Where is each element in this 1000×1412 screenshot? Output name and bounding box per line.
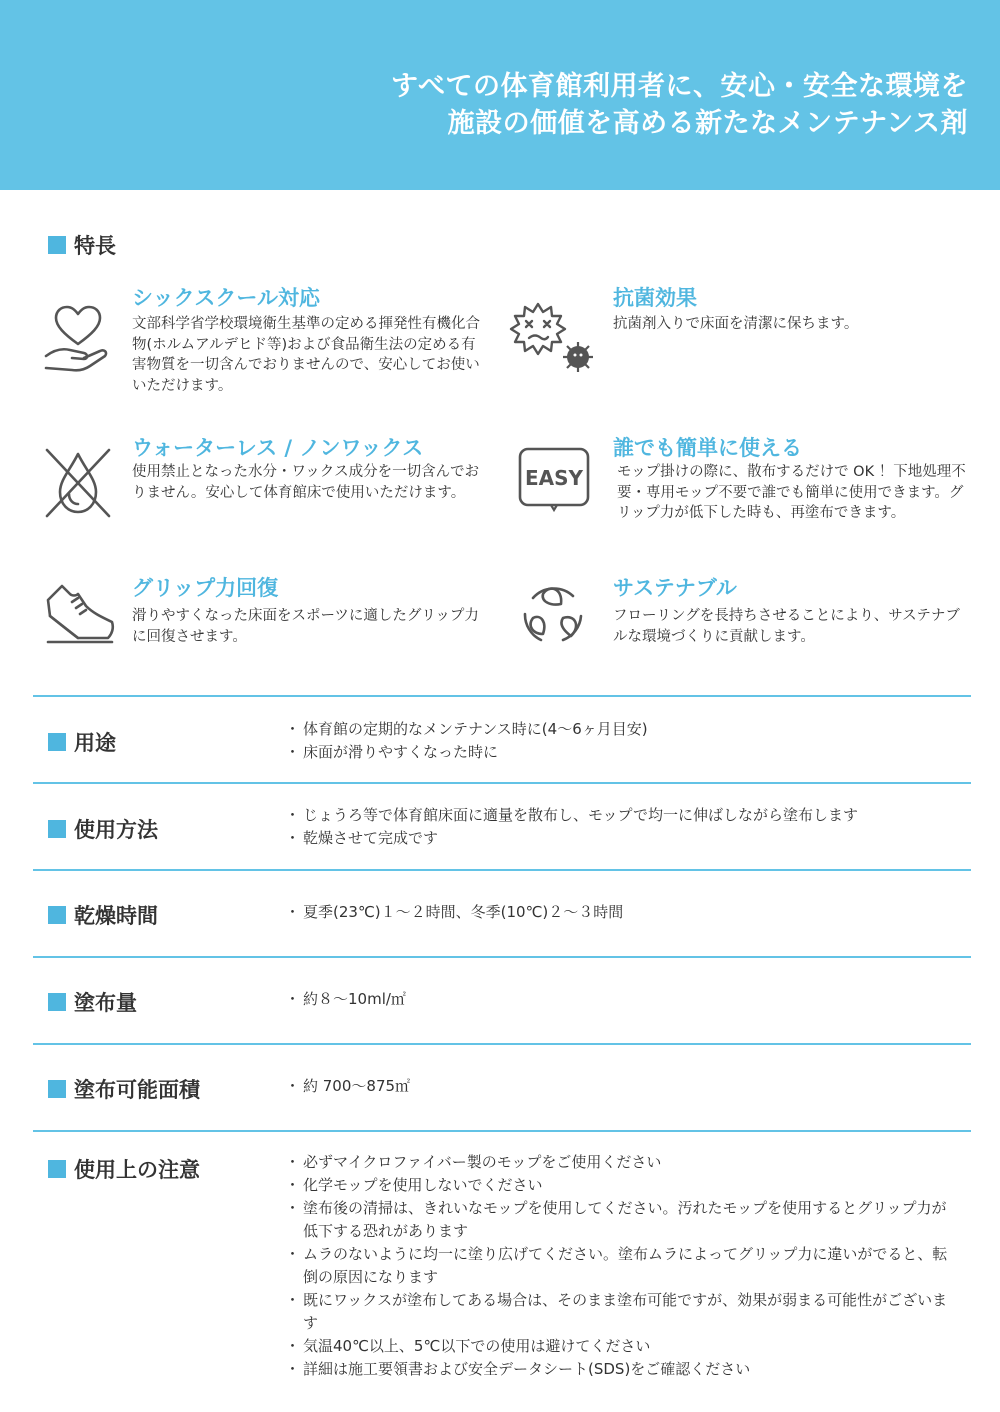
- section-divider: [33, 956, 971, 958]
- feature-description: 文部科学省学校環境衛生基準の定める揮発性有機化合物(ホルムアルデヒド等)および食品衛生法の定める有害物質を一切含んでおりませんので、安心してお使いいただけます。: [132, 316, 480, 394]
- section-divider: [33, 695, 971, 697]
- feature-title: ウォーターレス / ノンワックス: [132, 436, 424, 460]
- list-item: ・ 約８～10ml/㎡: [288, 988, 948, 1011]
- usage-list: [288, 718, 948, 764]
- method-label-text: 使用方法: [74, 818, 158, 842]
- section-square-marker: [48, 906, 66, 924]
- amount-list: [288, 988, 948, 1011]
- section-divider: [33, 1043, 971, 1045]
- list-item: ・ 化学モップを使用しないでください: [288, 1174, 956, 1197]
- method-list: [288, 804, 968, 850]
- area-label-text: 塗布可能面積: [74, 1078, 200, 1102]
- header-banner: [0, 0, 1000, 190]
- section-divider: [33, 782, 971, 784]
- feature-description: 抗菌剤入りで床面を清潔に保ちます。: [613, 316, 859, 332]
- leaves-cycle-icon: [519, 578, 599, 658]
- area-list: [288, 1075, 948, 1098]
- list-item: ・ 体育館の定期的なメンテナンス時に(4～6ヶ月目安): [288, 718, 948, 741]
- list-item: ・ じょうろ等で体育館床面に適量を散布し、モップで均一に伸ばしながら塗布します: [288, 804, 968, 827]
- feature-title: シックスクール対応: [132, 286, 320, 310]
- heart-hand-icon: [42, 298, 122, 378]
- amount-label-text: 塗布量: [74, 991, 137, 1015]
- list-item: ・ 乾燥させて完成です: [288, 827, 968, 850]
- features-section-label: [48, 230, 116, 260]
- section-square-marker: [48, 236, 66, 254]
- usage-section-label: [48, 727, 116, 757]
- feature-description: モップ掛けの際に、散布するだけで OK ！下地処理不要・専用モップ不要で誰でも簡単に使用できます。グリップ力が低下した時も、再塗布できます。: [617, 464, 966, 521]
- area-section-label: [48, 1074, 200, 1104]
- feature-title: 抗菌効果: [613, 286, 697, 310]
- list-item: ・ 約 700～875㎡: [288, 1075, 948, 1098]
- section-square-marker: [48, 820, 66, 838]
- drying-list: [288, 901, 948, 924]
- list-item: ・ 床面が滑りやすくなった時に: [288, 741, 948, 764]
- usage-label-text: 用途: [74, 731, 116, 755]
- list-item: ・ 夏季(23℃)１～２時間、冬季(10℃)２～３時間: [288, 901, 948, 924]
- feature-sick-school: [40, 286, 490, 400]
- header-line-1: すべての体育館利用者に、安心・安全な環境を: [391, 71, 968, 102]
- cautions-label-text: 使用上の注意: [74, 1158, 200, 1182]
- list-item: ・ 塗布後の清掃は、きれいなモップを使用してください。汚れたモップを使用するとグリップ力が低下する恐れがあります: [288, 1197, 956, 1243]
- header-line-2: 施設の価値を高める新たなメンテナンス剤: [447, 108, 968, 139]
- feature-sustainable: [505, 576, 975, 660]
- section-square-marker: [48, 1160, 66, 1178]
- easy-sign-icon: [517, 446, 591, 516]
- list-item: ・ 必ずマイクロファイバー製のモップをご使用ください: [288, 1151, 956, 1174]
- drying-label-text: 乾燥時間: [74, 904, 158, 928]
- section-square-marker: [48, 993, 66, 1011]
- cautions-section-label: [48, 1154, 200, 1184]
- feature-description: 滑りやすくなった床面をスポーツに適したグリップ力に回復させます。: [132, 608, 479, 645]
- feature-description: フローリングを長持ちさせることにより、サステナブルな環境づくりに貢献します。: [613, 608, 960, 645]
- list-item: ・ 既にワックスが塗布してある場合は、そのまま塗布可能ですが、効果が弱まる可能性がございます: [288, 1289, 956, 1335]
- list-item: ・ 気温40℃以上、5℃以下での使用は避けてください: [288, 1335, 956, 1358]
- feature-waterless: [40, 436, 490, 530]
- germ-icon: [505, 298, 585, 378]
- feature-antibacterial: [505, 286, 975, 370]
- section-square-marker: [48, 733, 66, 751]
- sneaker-icon: [42, 578, 122, 658]
- feature-title: サステナブル: [613, 576, 737, 600]
- amount-section-label: [48, 987, 137, 1017]
- feature-grip-recovery: [40, 576, 490, 660]
- cautions-list: [288, 1151, 956, 1381]
- feature-title: 誰でも簡単に使える: [613, 436, 802, 460]
- features-label-text: 特長: [74, 234, 116, 258]
- list-item: ・ 詳細は施工要領書および安全データシート(SDS)をご確認ください: [288, 1358, 956, 1381]
- feature-title: グリップ力回復: [132, 576, 279, 600]
- list-item: ・ ムラのないように均一に塗り広げてください。塗布ムラによってグリップ力に違いがでると、転倒の原因になります: [288, 1243, 956, 1289]
- drying-section-label: [48, 900, 158, 930]
- method-section-label: [48, 814, 158, 844]
- section-square-marker: [48, 1080, 66, 1098]
- section-divider: [33, 1130, 971, 1132]
- svg-text:EASY: EASY: [524, 466, 584, 490]
- feature-description: 使用禁止となった水分・ワックス成分を一切含んでおりません。安心して体育館床で使用いただけます。: [132, 464, 480, 501]
- no-water-drop-icon: [42, 444, 122, 524]
- feature-easy: [505, 436, 975, 550]
- section-divider: [33, 869, 971, 871]
